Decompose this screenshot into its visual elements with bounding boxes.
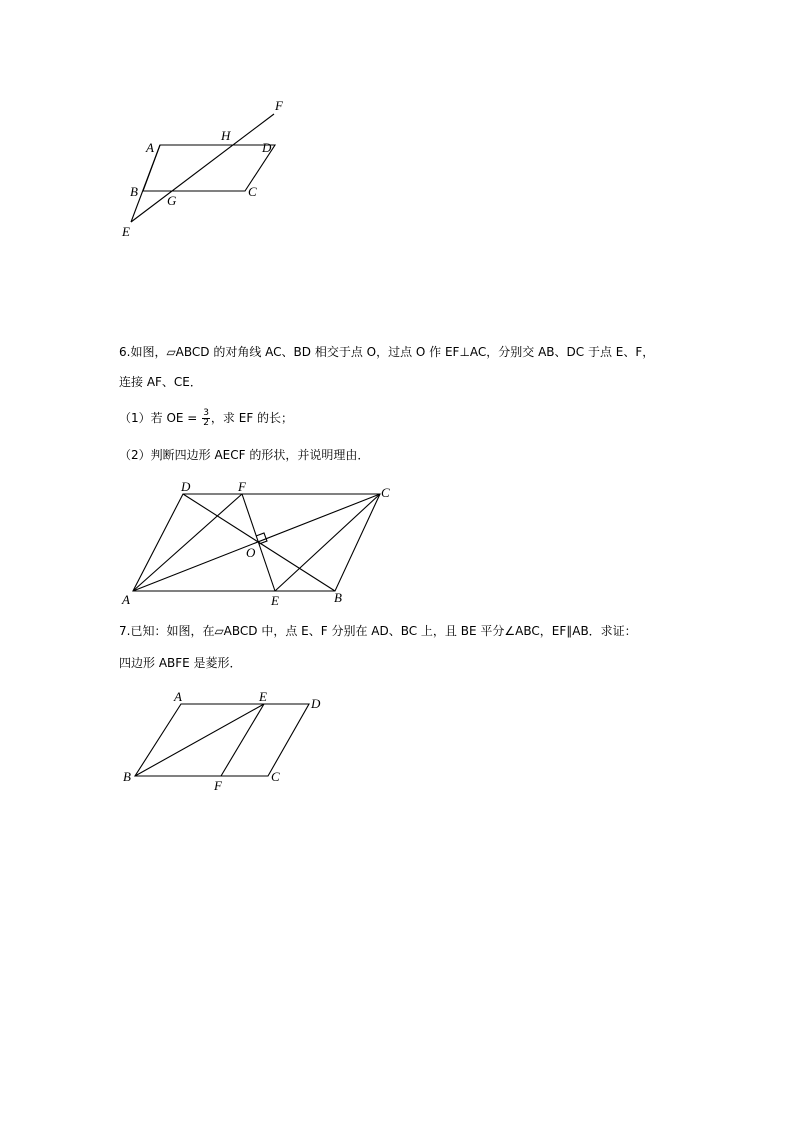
label-d: D	[262, 140, 272, 155]
segment-ef-3	[221, 704, 264, 776]
label-g: G	[167, 193, 177, 208]
q6-sub1-post: ，求 EF 的长；	[210, 411, 294, 425]
label-c: C	[248, 184, 257, 199]
label-e: E	[122, 224, 130, 239]
q6-fraction-denominator: 2	[203, 418, 209, 428]
label-b: B	[130, 184, 138, 199]
q6-line1: 6.如图，▱ABCD 的对角线 AC、BD 相交于点 O，过点 O 作 EF⊥AC，分别交 AB、DC 于点 E、F，	[119, 345, 655, 359]
label-f-3: F	[214, 778, 222, 793]
q6-line2: 连接 AF、CE．	[119, 375, 202, 389]
label-e-2: E	[271, 593, 279, 608]
label-o-2: O	[246, 545, 256, 560]
q7-line2: 四边形 ABFE 是菱形．	[119, 656, 242, 670]
q6-sub2: （2）判断四边形 AECF 的形状，并说明理由．	[119, 448, 370, 462]
label-f: F	[275, 98, 283, 113]
label-b-2: B	[334, 590, 342, 605]
label-b-3: B	[123, 769, 131, 784]
label-a: A	[146, 140, 154, 155]
parallelogram-abcd-3	[135, 704, 309, 776]
label-f-2: F	[238, 479, 246, 494]
label-a-3: A	[174, 689, 182, 704]
segment-be	[135, 704, 264, 776]
q6-fraction-numerator: 3	[203, 408, 209, 418]
label-c-3: C	[271, 769, 280, 784]
label-e-3: E	[259, 689, 267, 704]
label-a-2: A	[122, 592, 130, 607]
label-d-2: D	[181, 479, 191, 494]
q7-line1: 7.已知：如图，在▱ABCD 中，点 E、F 分别在 AD、BC 上，且 BE 平分∠ABC，EF∥AB．求证：	[119, 624, 637, 638]
q6-sub1-pre: （1）若 OE =	[119, 411, 198, 425]
label-h: H	[221, 128, 231, 143]
label-d-3: D	[311, 696, 321, 711]
label-c-2: C	[381, 485, 390, 500]
